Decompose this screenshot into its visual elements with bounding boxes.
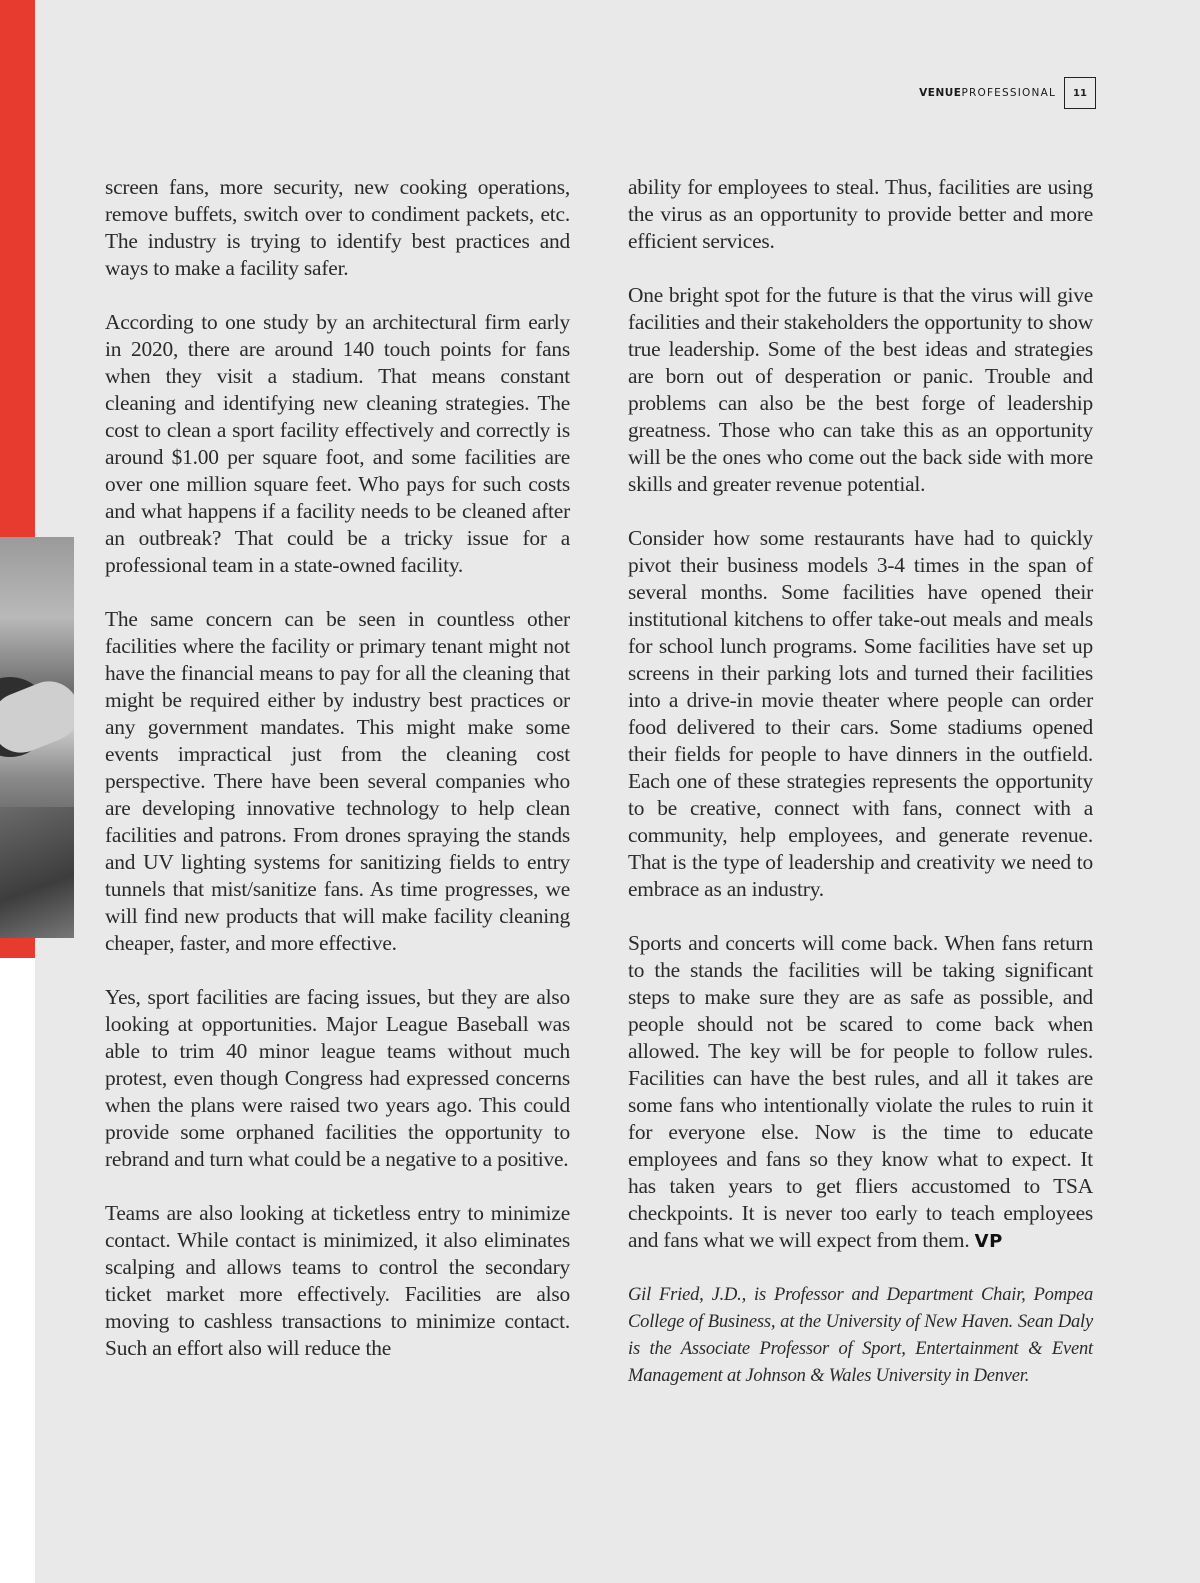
paragraph: Consider how some restaurants have had to quickly pivot their business models 3-4 times in the span of several months. Some facilities have opened their institutional kitchens to offer take-out meals and meals for school lunch programs. Some facilities have set up screens in their parking lots and turned their facilities into a drive-in movie theater where people can order food delivered to their cars. Some stadiums opened their fields for people to have dinners in the outfield. Each one of these strategies represents the opportunity to be creative, connect with fans, connect with a community, help employees, and generate revenue. That is the type of leadership and creativity we need to embrace as an industry. <box>628 526 1093 901</box>
photo-shadow-region <box>0 807 74 938</box>
page-header <box>919 77 1096 109</box>
page-number: 11 <box>1064 77 1096 109</box>
closing-paragraph <box>628 930 1093 1255</box>
closing-text: Sports and concerts will come back. When fans return to the stands the facilities will be taking significant steps to make sure they are as safe as possible, and people should not be scared to come back when allowed. The key will be for people to follow rules. Facilities can have the best rules, and all it takes are some fans who intentionally violate the rules to ruin it for everyone else. Now is the time to educate employees and fans so they know what to expect. It has taken years to get fliers accustomed to TSA checkpoints. It is never too early to teach employees and fans what we will expect from them. <box>628 931 1093 1252</box>
right-column <box>628 174 1093 1390</box>
left-column <box>105 174 570 1362</box>
paragraph: Yes, sport facilities are facing issues, but they are also looking at opportunities. Major League Baseball was able to trim 40 minor league teams without much protest, even though Congress had expressed concerns when the plans were raised two years ago. This could provide some orphaned facilities the opportunity to rebrand and turn what could be a negative to a positive. <box>105 985 570 1171</box>
paragraph: The same concern can be seen in countless other facilities where the facility or primary tenant might not have the financial means to pay for all the cleaning that might be required either by industry best practices or any government mandates. This might make some events impractical just from the cleaning cost perspective. There have been several companies who are developing innovative technology to help clean facilities and patrons. From drones spraying the stands and UV lighting systems for sanitizing fields to entry tunnels that mist/sanitize fans. As time progresses, we will find new products that will make facility cleaning cheaper, faster, and more effective. <box>105 607 570 955</box>
brand-light: PROFESSIONAL <box>961 87 1056 99</box>
publication-brand <box>919 87 1056 99</box>
end-mark: VP <box>974 1231 1003 1252</box>
article-photo-crop <box>0 537 74 938</box>
author-bio: Gil Fried, J.D., is Professor and Department Chair, Pompea College of Business, at the University of New Haven. Sean Daly is the Associate Professor of Sport, Entertainment & Event Management at Johnson & Wales University in Denver. <box>628 1285 1093 1386</box>
brand-bold: VENUE <box>919 87 962 99</box>
paragraph: Teams are also looking at ticketless entry to minimize contact. While contact is minimized, it also eliminates scalping and allows teams to control the secondary ticket market more effectively. Facilities are also moving to cashless transactions to minimize contact. Such an effort also will reduce the <box>105 1201 570 1360</box>
paragraph: screen fans, more security, new cooking operations, remove buffets, switch over to condiment packets, etc. The industry is trying to identify best practices and ways to make a facility safer. <box>105 175 570 280</box>
paragraph: According to one study by an architectural firm early in 2020, there are around 140 touch points for fans when they visit a stadium. That means constant cleaning and identifying new cleaning strategies. The cost to clean a sport facility effectively and correctly is around $1.00 per square foot, and some facilities are over one million square feet. Who pays for such costs and what happens if a facility needs to be cleaned after an outbreak? That could be a tricky issue for a professional team in a state-owned facility. <box>105 310 570 577</box>
paragraph: One bright spot for the future is that the virus will give facilities and their stakeholders the opportunity to show true leadership. Some of the best ideas and strategies are born out of desperation or panic. Trouble and problems can also be the best forge of leadership greatness. Those who can take this as an opportunity will be the ones who come out the back side with more skills and greater revenue potential. <box>628 283 1093 496</box>
paragraph: ability for employees to steal. Thus, facilities are using the virus as an opportunity to provide better and more efficient services. <box>628 175 1093 253</box>
